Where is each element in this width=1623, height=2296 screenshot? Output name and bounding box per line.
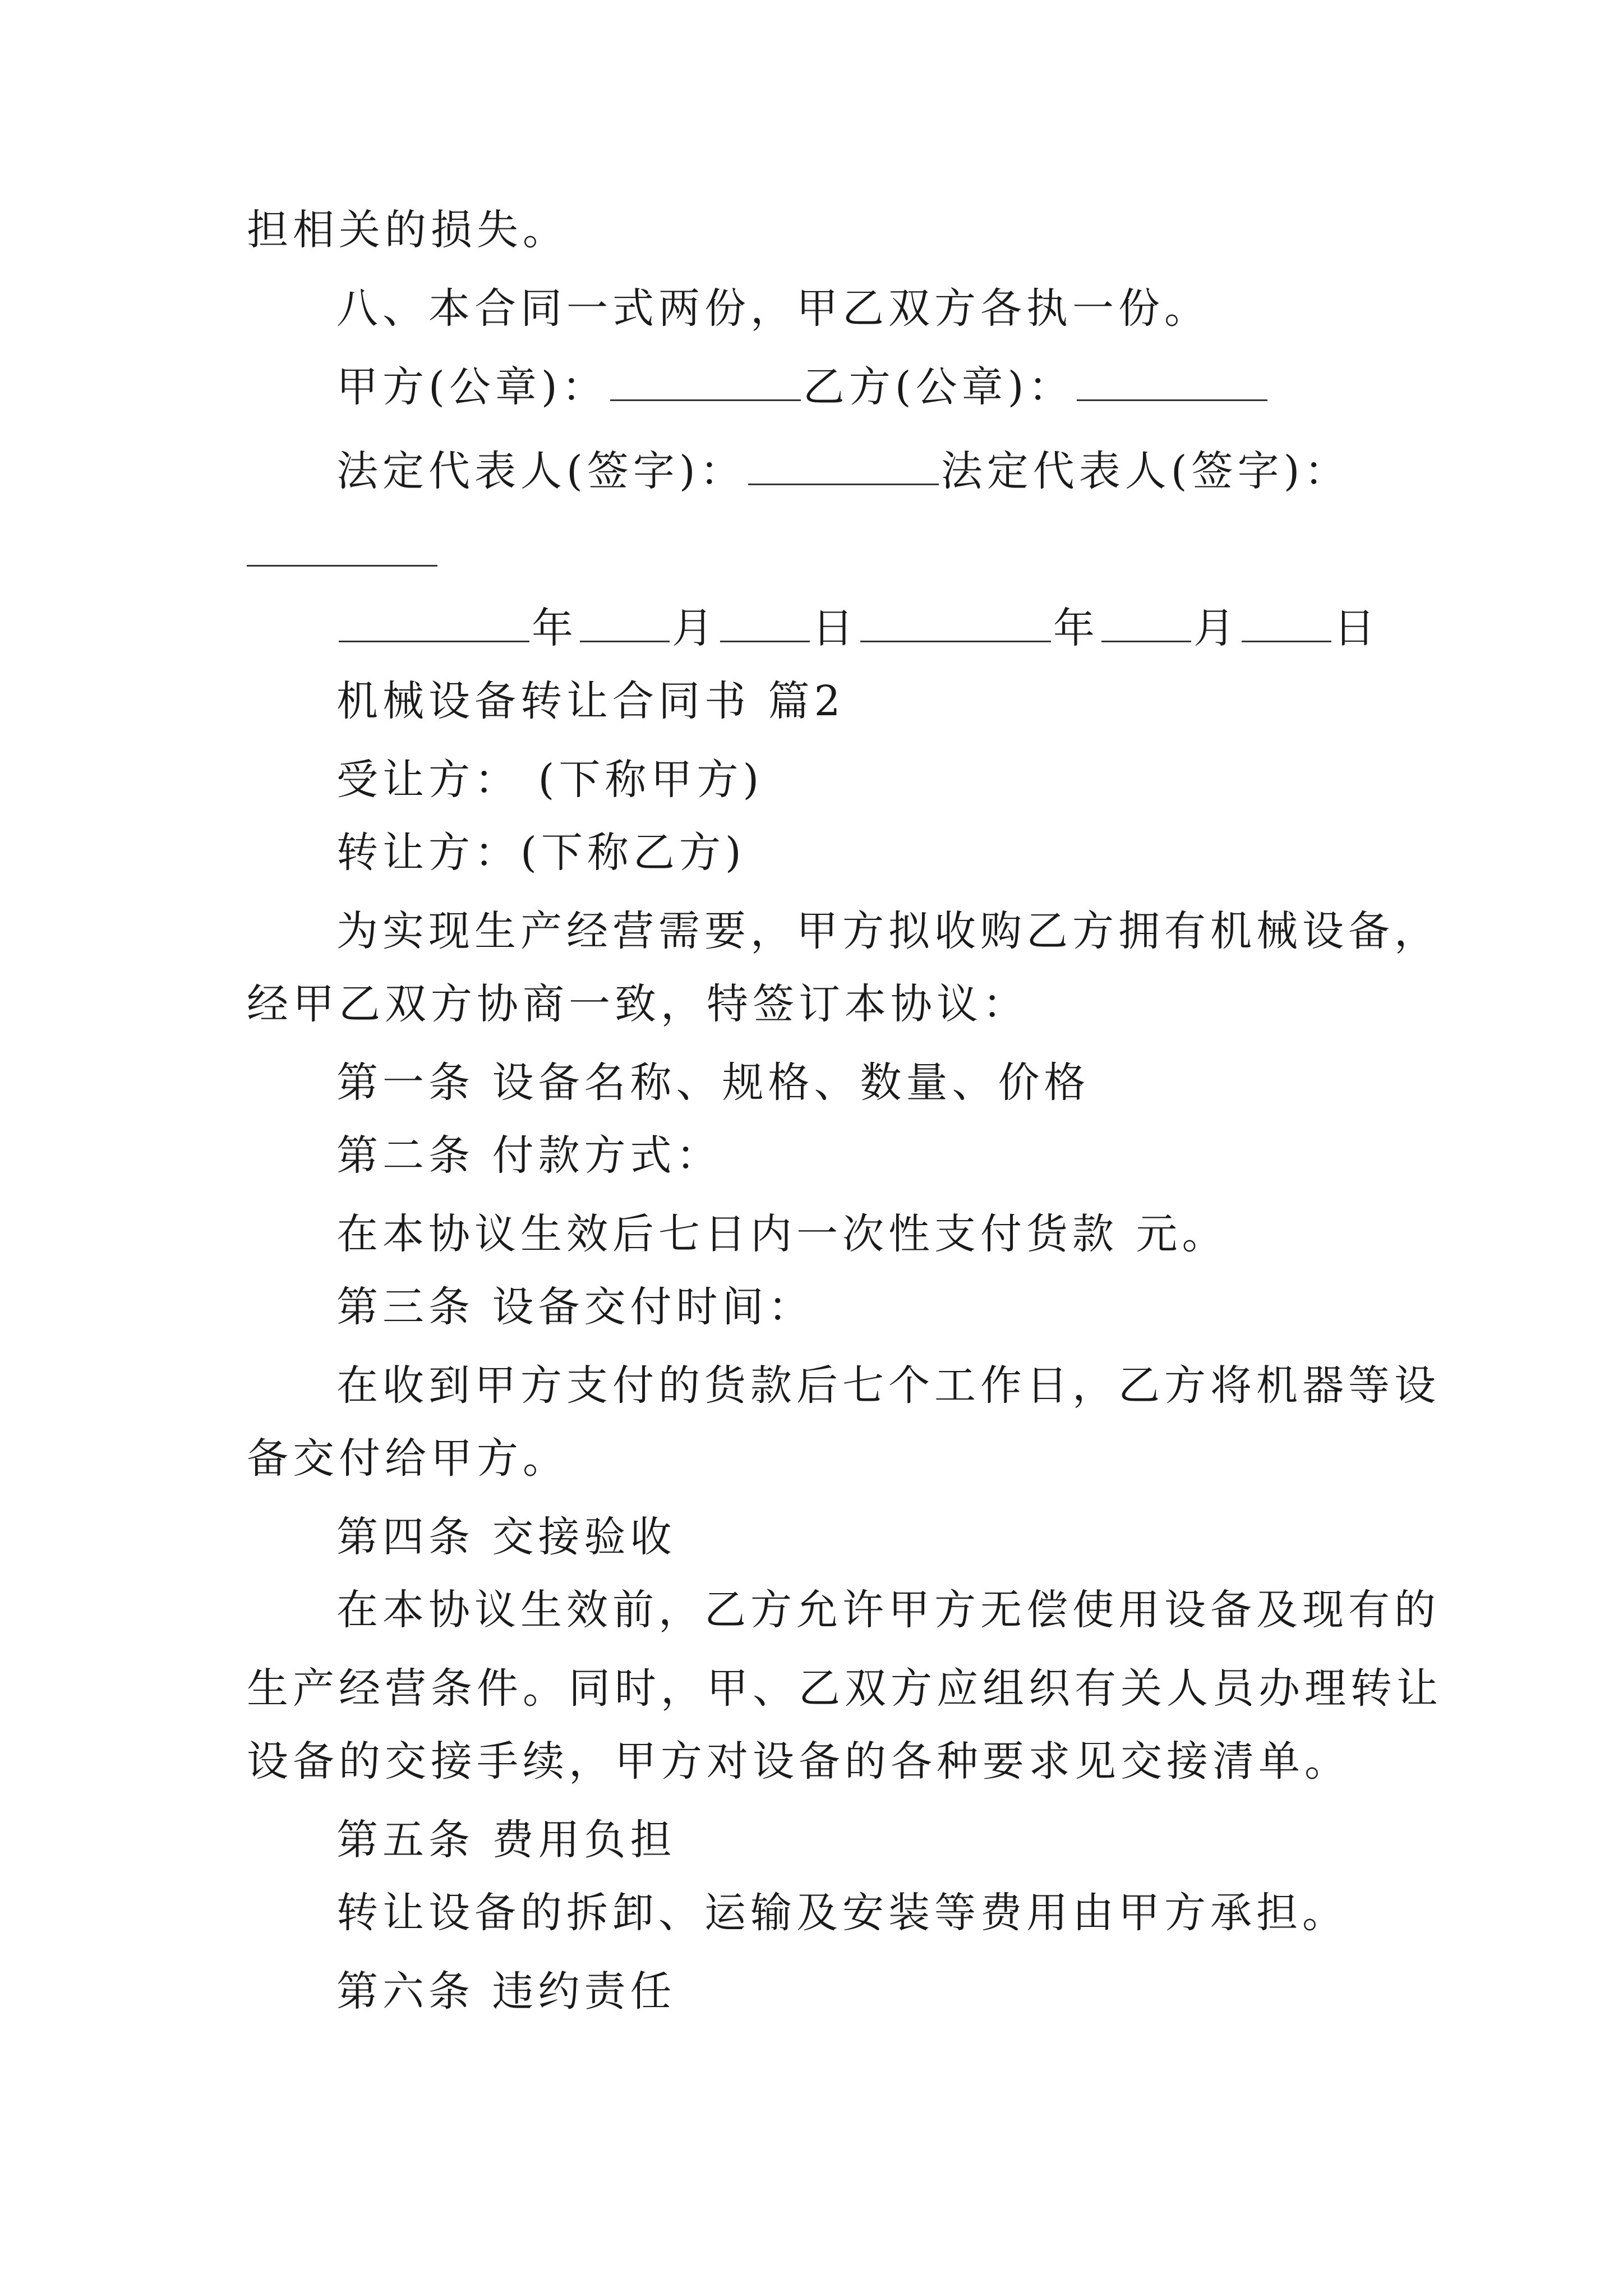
text-line: 受让方： (下称甲方) [336, 756, 764, 804]
article-heading: 第二条 付款方式： [336, 1131, 722, 1180]
text-line: 担相关的损失。 [247, 206, 569, 254]
party-b-rep-label: 法定代表人(签字)： [940, 447, 1350, 495]
text-line: 经甲乙双方协商一致，特签订本协议： [247, 980, 1029, 1028]
article-heading: 第五条 费用负担 [336, 1816, 676, 1864]
month-label: 月 [672, 604, 718, 652]
party-a-day-field[interactable] [720, 607, 810, 642]
party-b-rep-field[interactable] [247, 564, 437, 567]
signature-line [336, 443, 1350, 499]
party-a-year-field[interactable] [339, 607, 529, 642]
text-line: 八、本合同一式两份，甲乙双方各执一份。 [336, 284, 1210, 333]
text-line: 转让设备的拆卸、运输及安装等费用由甲方承担。 [336, 1889, 1348, 1937]
text-line: 在本协议生效前，乙方允许甲方无偿使用设备及现有的 [336, 1586, 1440, 1634]
text-line: 在收到甲方支付的货款后七个工作日，乙方将机器等设 [336, 1361, 1440, 1410]
article-heading: 第一条 设备名称、规格、数量、价格 [336, 1059, 1090, 1107]
party-b-month-field[interactable] [1101, 607, 1191, 642]
article-heading: 第六条 违约责任 [336, 1967, 676, 2016]
party-a-seal-field[interactable] [610, 366, 801, 401]
party-b-year-field[interactable] [860, 607, 1051, 642]
article-heading: 第四条 交接验收 [336, 1513, 676, 1561]
day-label: 日 [812, 604, 858, 652]
party-a-rep-field[interactable] [748, 450, 939, 485]
year-label: 年 [1053, 604, 1099, 652]
section-title: 机械设备转让合同书 篇2 [336, 677, 845, 725]
party-b-day-field[interactable] [1242, 607, 1331, 642]
party-a-rep-label: 法定代表人(签字)： [336, 447, 746, 495]
day-label: 日 [1334, 604, 1380, 652]
article-heading: 第三条 设备交付时间： [336, 1283, 814, 1331]
text-line: 生产经营条件。同时，甲、乙双方应组织有关人员办理转让 [247, 1664, 1442, 1713]
party-b-seal-field[interactable] [1077, 366, 1267, 401]
seal-line [336, 359, 1270, 415]
text-line: 为实现生产经营需要，甲方拟收购乙方拥有机械设备， [336, 907, 1440, 955]
party-b-seal-label: 乙方(公章)： [803, 363, 1075, 411]
party-a-month-field[interactable] [580, 607, 670, 642]
date-line [336, 600, 1380, 656]
text-line: 在本协议生效后七日内一次性支付货款 元。 [336, 1210, 1228, 1258]
text-line: 转让方：(下称乙方) [336, 829, 746, 877]
text-line: 设备的交接手续，甲方对设备的各种要求见交接清单。 [247, 1737, 1350, 1786]
month-label: 月 [1193, 604, 1239, 652]
text-line: 备交付给甲方。 [247, 1434, 569, 1483]
year-label: 年 [532, 604, 578, 652]
party-a-seal-label: 甲方(公章)： [336, 363, 608, 411]
